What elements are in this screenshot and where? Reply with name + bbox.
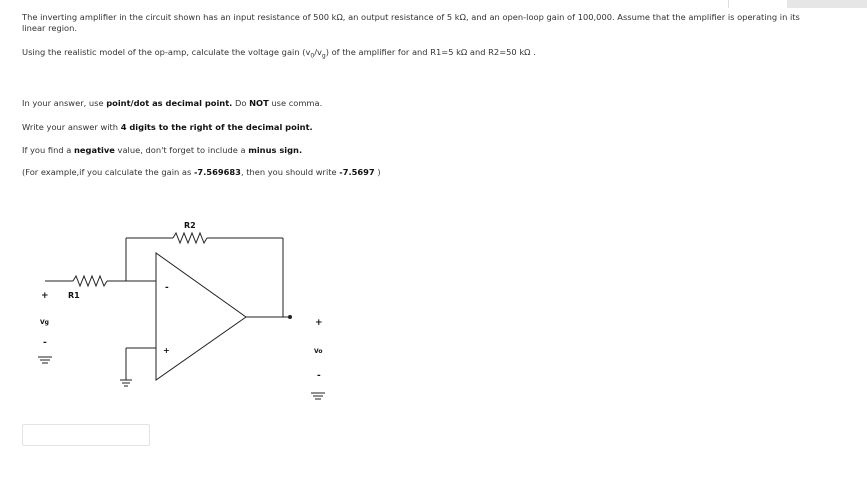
task-text-mid: /v <box>314 47 322 57</box>
vo-minus-sign: - <box>317 371 321 381</box>
instruction-emphasis: 4 digits to the right of the decimal point. <box>120 122 313 132</box>
task-text-end: ) of the amplifier for and R1=5 kΩ and R2=50 kΩ . <box>325 47 536 57</box>
vg-label: Vg <box>40 319 49 326</box>
instruction-emphasis: point/dot as decimal point. <box>106 98 233 108</box>
instruction-text: Do <box>232 98 250 108</box>
instruction-digits <box>22 122 313 133</box>
r2-label: R2 <box>184 221 196 230</box>
vg-plus-sign: + <box>41 291 49 301</box>
instruction-example <box>22 167 381 178</box>
instruction-text: In your answer, use <box>22 98 107 108</box>
instruction-text: , then you should write <box>240 167 340 177</box>
instruction-text: ) <box>374 167 381 177</box>
vg-minus-sign: - <box>43 338 47 348</box>
instruction-text: (For example,if you calculate the gain as <box>22 167 194 177</box>
top-toolbar-fragment <box>787 0 867 8</box>
instruction-emphasis: NOT <box>249 98 269 108</box>
vo-plus-sign: + <box>315 318 323 328</box>
window-edge <box>728 0 729 8</box>
instruction-emphasis: minus sign. <box>248 145 303 155</box>
instruction-emphasis: -7.569683 <box>193 167 241 177</box>
opamp-symbol <box>156 253 246 380</box>
r2-resistor <box>173 233 207 243</box>
question-task <box>22 47 536 62</box>
r1-resistor <box>73 276 107 286</box>
instruction-text: If you find a <box>22 145 74 155</box>
noninverting-input-sign: + <box>163 346 170 355</box>
instruction-emphasis: negative <box>74 145 115 155</box>
instruction-emphasis: -7.5697 <box>339 167 375 177</box>
subscript-g: g <box>321 52 326 60</box>
instruction-text: Write your answer with <box>22 122 121 132</box>
instruction-text: value, don't forget to include a <box>114 145 249 155</box>
r1-label: R1 <box>68 291 80 300</box>
inverting-input-sign: - <box>165 283 169 293</box>
vo-label: Vo <box>314 348 323 355</box>
answer-input[interactable] <box>22 424 150 446</box>
inverting-amplifier-circuit <box>28 210 338 410</box>
question-sentence-1: The inverting amplifier in the circuit shown has an input resistance of 500 kΩ, an output resistance of 5 kΩ, and an open-loop gain of 100,000. Assume that the amplifier is operating in its linear region. <box>22 12 800 33</box>
instruction-decimal-point <box>22 98 322 109</box>
instruction-text: use comma. <box>268 98 323 108</box>
task-text-start: Using the realistic model of the op-amp, calculate the voltage gain (v <box>22 47 311 57</box>
instruction-minus-sign <box>22 145 302 156</box>
question-text <box>22 12 822 34</box>
output-node <box>288 315 292 319</box>
subscript-0: 0 <box>310 52 315 60</box>
